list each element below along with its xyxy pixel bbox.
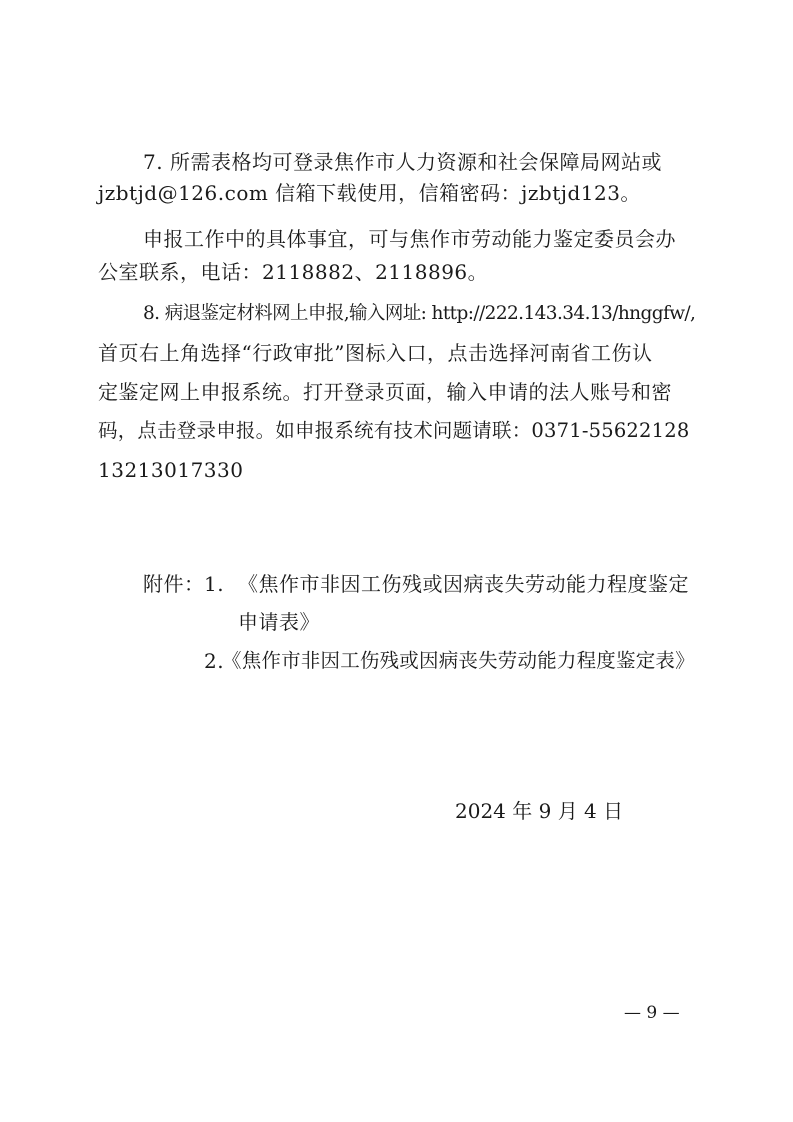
attachment-2-number: 2. xyxy=(204,649,225,673)
item7-line1: 7. 所需表格均可登录焦作市人力资源和社会保障局网站或 xyxy=(143,150,662,174)
attachment-2-title: 《焦作市非因工伤残或因病丧失劳动能力程度鉴定表》 xyxy=(222,649,695,672)
attachments-label: 附件： xyxy=(143,572,205,596)
item8-line2: 首页右上角选择“行政审批”图标入口，点击选择河南省工伤认 xyxy=(98,341,653,365)
attachment-1-number: 1. xyxy=(204,572,225,596)
item8-line4: 码，点击登录申报。如申报系统有技术问题请联：0371-55622128 xyxy=(98,419,690,442)
contact-line2: 公室联系，电话：2118882、2118896。 xyxy=(98,260,489,284)
contact-line1: 申报工作中的具体事宜，可与焦作市劳动能力鉴定委员会办 xyxy=(143,227,676,251)
item8-line3: 定鉴定网上申报系统。打开登录页面，输入申请的法人账号和密 xyxy=(98,380,672,404)
document-date: 2024 年 9 月 4 日 xyxy=(455,799,624,823)
item7-line2: jzbtjd@126.com 信箱下载使用，信箱密码：jzbtjd123。 xyxy=(98,181,641,205)
item8-line1: 8. 病退鉴定材料网上申报,输入网址: http://222.143.34.13/hnggfw/, xyxy=(143,303,696,324)
item8-line5: 13213017330 xyxy=(98,458,244,482)
attachment-1-title-line2: 申请表》 xyxy=(238,610,320,634)
page-number: — 9 — xyxy=(624,1003,680,1023)
attachment-1-title-line1: 《焦作市非因工伤残或因病丧失劳动能力程度鉴定 xyxy=(238,572,689,596)
